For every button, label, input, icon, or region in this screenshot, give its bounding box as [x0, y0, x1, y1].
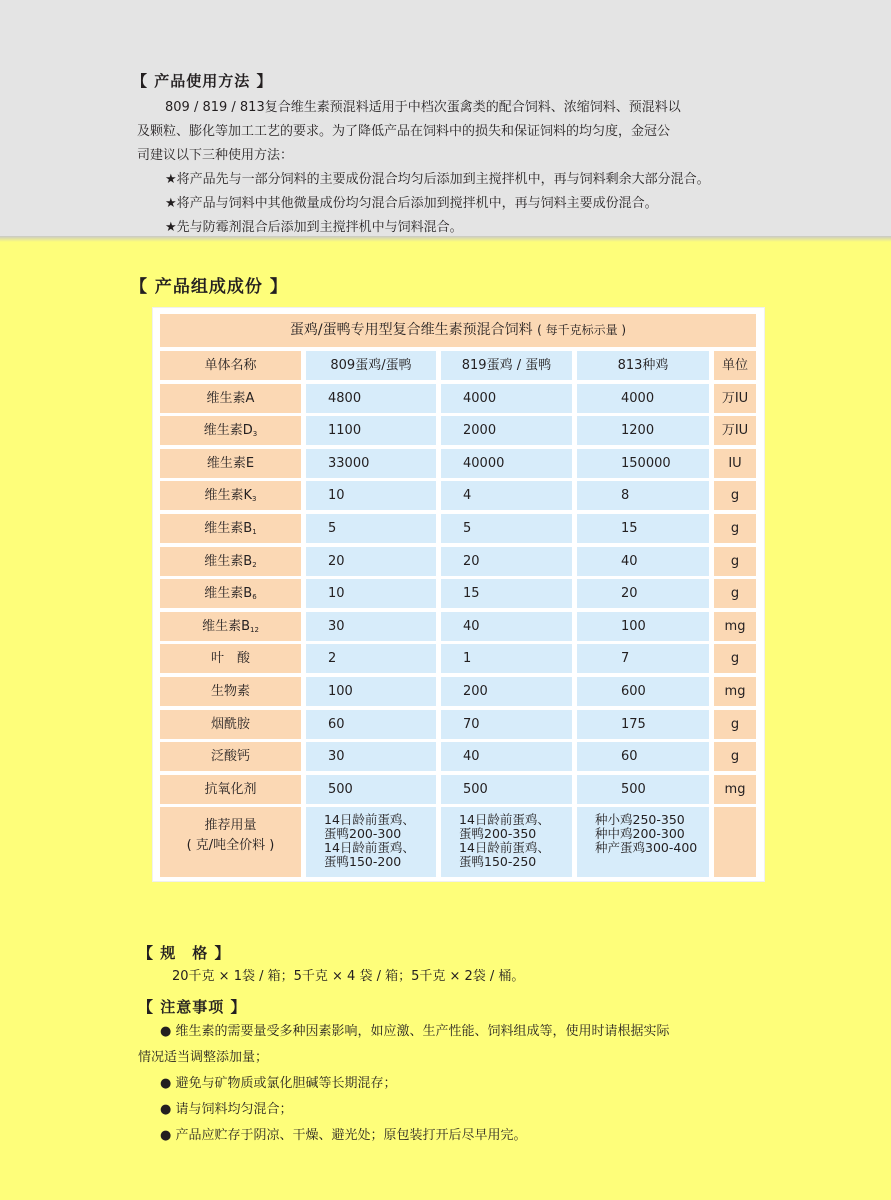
value-cell: 5	[306, 514, 436, 543]
value-cell: 15	[441, 579, 572, 608]
usage-method: ★将产品先与一部分饲料的主要成份混合均匀后添加到主搅拌机中，再与饲料剩余大部分混合。	[165, 172, 710, 187]
table-header-cell: 单体名称	[160, 351, 301, 380]
value-cell: 40	[441, 742, 572, 771]
notes-title: 【 注意事项 】	[138, 998, 247, 1016]
nutrient-name-cell: 维生素$D_3$	[160, 416, 301, 445]
unit-cell: g	[714, 514, 756, 543]
spec-text: 20千克 × 1袋 / 箱；5千克 × 4 袋 / 箱；5千克 × 2袋 / 桶。	[172, 969, 525, 984]
value-cell: 500	[306, 775, 436, 804]
value-cell: 4	[441, 481, 572, 510]
table-title-text: 蛋鸡/蛋鸭专用型复合维生素预混合饲料	[289, 322, 533, 338]
unit-cell: mg	[714, 677, 756, 706]
value-cell: 1200	[577, 416, 709, 445]
note-item: ● 产品应贮存于阴凉、干燥、避光处；原包装打开后尽早用完。	[160, 1128, 527, 1143]
value-cell: 5	[441, 514, 572, 543]
value-cell: 40	[441, 612, 572, 641]
value-cell: 100	[306, 677, 436, 706]
composition-table	[153, 308, 764, 881]
recommend-name-cell: 推荐用量 ( 克/吨全价料 )	[160, 807, 301, 877]
value-cell: 8	[577, 481, 709, 510]
usage-intro-line: 及颗粒、膨化等加工工艺的要求。为了降低产品在饲料中的损失和保证饲料的均匀度，金冠公	[137, 124, 671, 139]
value-cell: 4800	[306, 384, 436, 413]
nutrient-name-cell: 维生素$K_3$	[160, 481, 301, 510]
value-cell: 30	[306, 742, 436, 771]
value-cell: 7	[577, 644, 709, 673]
unit-cell: g	[714, 742, 756, 771]
value-cell: 1100	[306, 416, 436, 445]
note-item: ● 维生素的需要量受多种因素影响，如应激、生产性能、饲料组成等，使用时请根据实际	[160, 1024, 670, 1039]
table-header-cell: 单位	[714, 351, 756, 380]
value-cell: 40000	[441, 449, 572, 478]
value-cell: 4000	[441, 384, 572, 413]
nutrient-name-cell: 维生素$B_2$	[160, 547, 301, 576]
value-cell: 500	[441, 775, 572, 804]
value-cell: 100	[577, 612, 709, 641]
nutrient-name-cell: 抗氧化剂	[160, 775, 301, 804]
unit-cell: g	[714, 579, 756, 608]
value-cell: 20	[441, 547, 572, 576]
value-cell: 20	[577, 579, 709, 608]
nutrient-name-cell: 维生素$B_1$	[160, 514, 301, 543]
unit-cell: mg	[714, 775, 756, 804]
usage-method: ★先与防霉剂混合后添加到主搅拌机中与饲料混合。	[165, 220, 463, 235]
value-cell: 33000	[306, 449, 436, 478]
value-cell: 4000	[577, 384, 709, 413]
value-cell: 20	[306, 547, 436, 576]
nutrient-name-cell: 维生素E	[160, 449, 301, 478]
note-item: ● 请与饲料均匀混合；	[160, 1102, 293, 1117]
spec-title: 【 规 格 】	[138, 944, 231, 962]
unit-cell: g	[714, 481, 756, 510]
value-cell: 200	[441, 677, 572, 706]
recommend-value-cell: 种小鸡250-350 种中鸡200-300 种产蛋鸡300-400	[577, 807, 709, 877]
nutrient-name-cell: 维生素$B_6$	[160, 579, 301, 608]
unit-cell: g	[714, 710, 756, 739]
value-cell: 1	[441, 644, 572, 673]
nutrient-name-cell: 叶 酸	[160, 644, 301, 673]
usage-text	[137, 96, 797, 240]
unit-cell: mg	[714, 612, 756, 641]
value-cell: 2000	[441, 416, 572, 445]
nutrient-name-cell: 烟酰胺	[160, 710, 301, 739]
value-cell: 2	[306, 644, 436, 673]
nutrient-name-cell: 泛酸钙	[160, 742, 301, 771]
recommend-value-cell: 14日龄前蛋鸡、 蛋鸭200-300 14日龄前蛋鸡、 蛋鸭150-200	[306, 807, 436, 877]
value-cell: 10	[306, 579, 436, 608]
nutrient-name-cell: 维生素$B_{12}$	[160, 612, 301, 641]
usage-intro-line: 司建议以下三种使用方法：	[137, 148, 294, 163]
value-cell: 150000	[577, 449, 709, 478]
table-title-note: ( 每千克标示量 )	[537, 323, 627, 337]
usage-method: ★将产品与饲料中其他微量成份均匀混合后添加到搅拌机中，再与饲料主要成份混合。	[165, 196, 658, 211]
value-cell: 500	[577, 775, 709, 804]
value-cell: 40	[577, 547, 709, 576]
table-title	[160, 314, 756, 347]
unit-cell: 万IU	[714, 416, 756, 445]
unit-cell: IU	[714, 449, 756, 478]
table-header-cell: 819蛋鸡 / 蛋鸭	[441, 351, 572, 380]
note-item-continued: 情况适当调整添加量；	[138, 1050, 269, 1065]
value-cell: 70	[441, 710, 572, 739]
table-header-cell: 813种鸡	[577, 351, 709, 380]
value-cell: 175	[577, 710, 709, 739]
value-cell: 15	[577, 514, 709, 543]
value-cell: 60	[577, 742, 709, 771]
value-cell: 10	[306, 481, 436, 510]
recommend-unit-cell	[714, 807, 756, 877]
value-cell: 30	[306, 612, 436, 641]
note-item: ● 避免与矿物质或氯化胆碱等长期混存；	[160, 1076, 397, 1091]
value-cell: 600	[577, 677, 709, 706]
recommend-value-cell: 14日龄前蛋鸡、 蛋鸭200-350 14日龄前蛋鸡、 蛋鸭150-250	[441, 807, 572, 877]
usage-title: 【 产品使用方法 】	[132, 72, 273, 90]
table-header-cell: 809蛋鸡/蛋鸭	[306, 351, 436, 380]
unit-cell: 万IU	[714, 384, 756, 413]
composition-title: 【 产品组成成份 】	[130, 277, 288, 297]
nutrient-name-cell: 生物素	[160, 677, 301, 706]
usage-intro-line: 809 / 819 / 813复合维生素预混料适用于中档次蛋禽类的配合饲料、浓缩饲料、预混料以	[165, 100, 681, 115]
nutrient-name-cell: 维生素A	[160, 384, 301, 413]
unit-cell: g	[714, 547, 756, 576]
notes-list	[138, 1019, 669, 1149]
value-cell: 60	[306, 710, 436, 739]
unit-cell: g	[714, 644, 756, 673]
